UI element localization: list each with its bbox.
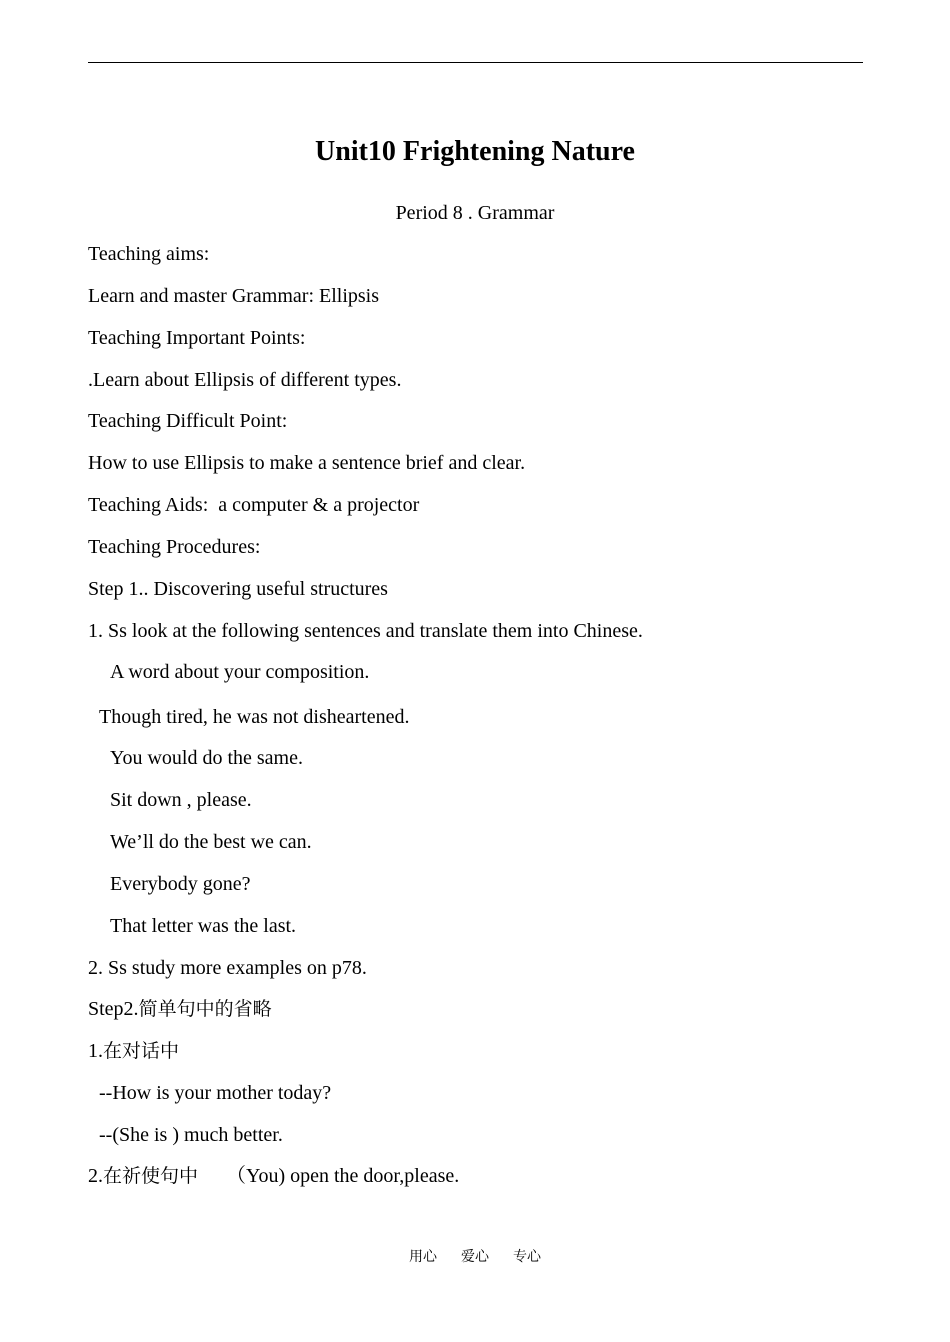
example-sentence: We’ll do the best we can.: [110, 831, 312, 853]
example-sentence: Though tired, he was not disheartened.: [99, 706, 410, 728]
example-sentence: A word about your composition.: [110, 661, 370, 683]
footer-word: 用心: [409, 1249, 437, 1265]
dialogue-line: --How is your mother today?: [99, 1082, 332, 1104]
item-number: 1.: [88, 1040, 103, 1062]
heading-procedures: Teaching Procedures:: [88, 536, 261, 558]
step-1-item-1: 1. Ss look at the following sentences and translate them into Chinese.: [88, 620, 643, 642]
step-2-label: Step2.: [88, 998, 139, 1020]
heading-difficult-point: Teaching Difficult Point:: [88, 410, 288, 432]
item-title: 在对话中: [103, 1040, 180, 1062]
step-1-heading: Step 1.. Discovering useful structures: [88, 578, 388, 600]
page-footer: [0, 1247, 950, 1267]
example-sentence: You would do the same.: [110, 747, 303, 769]
example-sentence: That letter was the last.: [110, 915, 297, 937]
step-2-title: 简单句中的省略: [138, 998, 272, 1020]
text-teaching-aids: Teaching Aids: a computer & a projector: [88, 494, 420, 516]
item-number: 2.: [88, 1165, 103, 1187]
step-2-item-2: [88, 1163, 459, 1189]
dialogue-line: --(She is ) much better.: [99, 1124, 283, 1146]
heading-teaching-aims: Teaching aims:: [88, 243, 210, 265]
document-subtitle: Period 8 . Grammar: [395, 202, 555, 224]
example-sentence: Everybody gone?: [110, 873, 251, 895]
text-important-points: .Learn about Ellipsis of different types.: [88, 369, 402, 391]
document-title: Unit10 Frightening Nature: [315, 136, 635, 167]
footer-word: 爱心: [461, 1249, 489, 1265]
step-2-item-1: [88, 1038, 179, 1064]
text-difficult-point: How to use Ellipsis to make a sentence brief and clear.: [88, 452, 526, 474]
example-sentence: Sit down , please.: [110, 789, 252, 811]
step-1-item-2: 2. Ss study more examples on p78.: [88, 957, 367, 979]
text-aims: Learn and master Grammar: Ellipsis: [88, 285, 380, 307]
header-rule: [88, 62, 863, 63]
imperative-example: （You) open the door,please.: [226, 1165, 460, 1187]
footer-word: 专心: [513, 1249, 541, 1265]
item-title: 在祈使句中: [103, 1165, 199, 1187]
step-2-heading: [88, 996, 272, 1022]
heading-important-points: Teaching Important Points:: [88, 327, 306, 349]
